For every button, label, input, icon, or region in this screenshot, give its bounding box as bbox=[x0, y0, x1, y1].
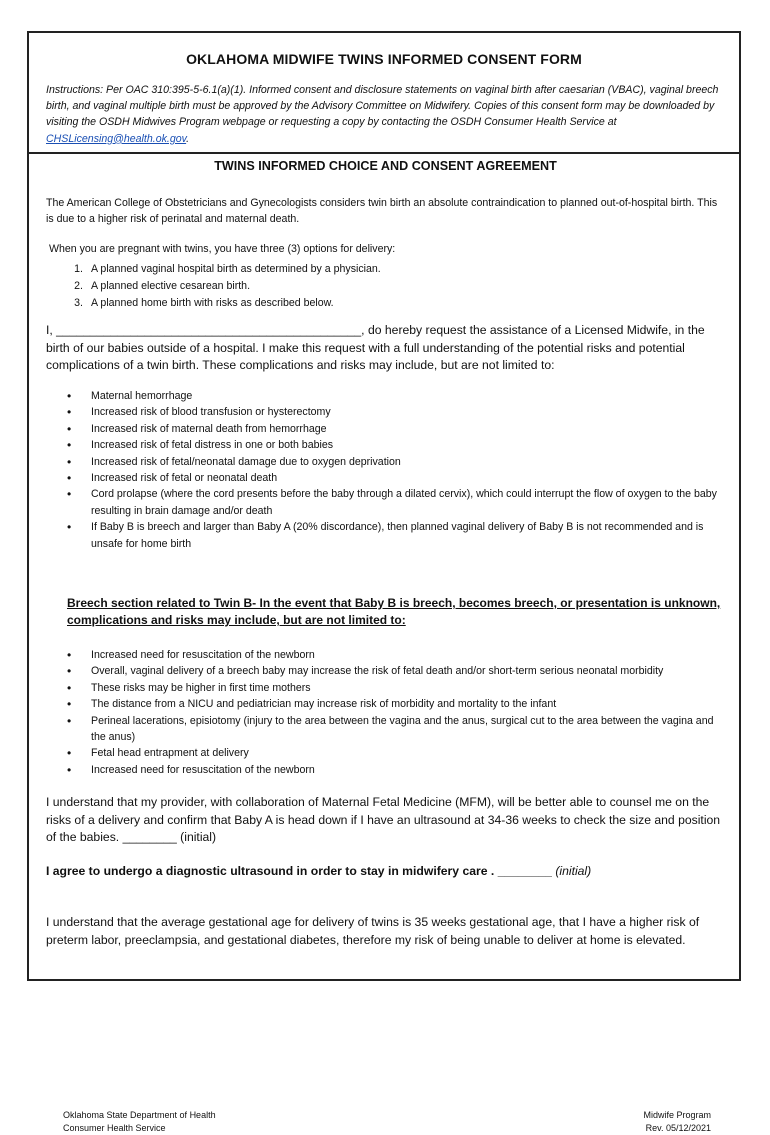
risk-text: Increased risk of fetal/neonatal damage due to oxygen deprivation bbox=[91, 455, 401, 468]
list-item bbox=[46, 696, 725, 712]
mfm-statement: I understand that my provider, with collaboration of Maternal Fetal Medicine (MFM), will be better able to counsel me on the risks of a delivery and confirm that Baby A is head down if I have an ultrasound at 34-36 weeks to check the size and position of the babies. ________ (initial) bbox=[46, 795, 721, 845]
risk-text: If Baby B is breech and larger than Baby A (20% discordance), then planned vaginal delivery of Baby B is not recommended and is unsafe for home birth bbox=[91, 521, 704, 550]
list-item bbox=[46, 663, 725, 679]
instructions bbox=[46, 82, 725, 147]
bullet-icon: • bbox=[67, 520, 72, 535]
breech-risk-text: Increased need for resuscitation of the newborn bbox=[91, 763, 315, 776]
bullet-icon: • bbox=[67, 405, 72, 420]
bullet-icon: • bbox=[67, 697, 72, 712]
footer-right bbox=[643, 1109, 711, 1135]
breech-risk-text: The distance from a NICU and pediatrician may increase risk of morbidity and mortality to the infant bbox=[91, 698, 557, 711]
breech-section-heading: Breech section related to Twin B- In the event that Baby B is breech, becomes breech, or presentation is unknown, complications and risks may include, but are not limited to: bbox=[67, 596, 721, 627]
list-item bbox=[46, 454, 725, 470]
acog-statement: The American College of Obstetricians and Gynecologists considers twin birth an absolute contraindication to planned out-of-hospital birth. This is due to a higher risk of perinatal and maternal death. bbox=[46, 197, 718, 226]
breech-risk-text: Fetal head entrapment at delivery bbox=[91, 747, 249, 760]
list-item bbox=[46, 295, 381, 312]
list-item bbox=[46, 388, 725, 404]
bullet-icon: • bbox=[67, 680, 72, 695]
list-item bbox=[46, 762, 725, 778]
bullet-icon: • bbox=[67, 454, 72, 469]
list-item bbox=[46, 437, 725, 453]
option-number: 1. bbox=[74, 263, 83, 275]
list-item bbox=[46, 261, 381, 278]
option-number: 2. bbox=[74, 280, 83, 292]
list-item bbox=[46, 713, 725, 746]
gestation-statement: I understand that the average gestational age for delivery of twins is 35 weeks gestational age, that I have a higher risk of preterm labor, preeclampsia, and gestational diabetes, therefore my risk of being unable to deliver at home is elevated. bbox=[46, 915, 700, 947]
list-item bbox=[46, 470, 725, 486]
form-frame bbox=[27, 31, 741, 1133]
risk-text: Maternal hemorrhage bbox=[91, 390, 193, 402]
risk-text: Cord prolapse (where the cord presents before the baby through a dilated cervix), which could interrupt the flow of oxygen to the baby resulting in brain damage and/or death bbox=[91, 488, 717, 517]
bullet-icon: • bbox=[67, 762, 72, 777]
ultrasound-text: I agree to undergo a diagnostic ultrasound in order to stay in midwifery care . ________ bbox=[46, 864, 556, 878]
bullet-icon: • bbox=[67, 389, 72, 403]
risk-text: Increased risk of fetal or neonatal death bbox=[91, 472, 278, 485]
breech-risk-text: Perineal lacerations, episiotomy (injury to the area between the vagina and the anus, surgical cut to the area between the vagina and the anus) bbox=[91, 714, 714, 744]
email-link[interactable]: CHSLicensing@health.ok.gov bbox=[46, 132, 187, 145]
list-item bbox=[46, 745, 725, 761]
option-text: A planned elective cesarean birth. bbox=[91, 280, 251, 292]
breech-risk-text: Increased need for resuscitation of the newborn bbox=[91, 649, 315, 661]
breech-risk-text: These risks may be higher in first time mothers bbox=[91, 681, 311, 694]
option-number: 3. bbox=[74, 297, 83, 309]
bullet-icon: • bbox=[67, 664, 72, 679]
bullet-icon: • bbox=[67, 648, 72, 662]
risk-text: Increased risk of blood transfusion or hysterectomy bbox=[91, 406, 331, 419]
list-item bbox=[46, 519, 725, 552]
footer-revision: Rev. 05/12/2021 bbox=[645, 1123, 711, 1133]
option-text: A planned home birth with risks as described below. bbox=[91, 297, 334, 309]
footer-left bbox=[63, 1109, 216, 1135]
list-item bbox=[46, 278, 381, 295]
form-title: OKLAHOMA MIDWIFE TWINS INFORMED CONSENT FORM bbox=[186, 51, 582, 67]
bullet-icon: • bbox=[67, 487, 72, 502]
bullet-icon: • bbox=[67, 746, 72, 761]
bullet-icon: • bbox=[67, 471, 72, 486]
footer-department: Oklahoma State Department of Health bbox=[63, 1110, 216, 1120]
footer-service: Consumer Health Service bbox=[63, 1123, 166, 1133]
bullet-icon: • bbox=[67, 438, 72, 453]
bullet-icon: • bbox=[67, 421, 72, 436]
risks-list bbox=[46, 388, 725, 552]
breech-risks-list bbox=[46, 647, 725, 778]
agreement-title: TWINS INFORMED CHOICE AND CONSENT AGREEMENT bbox=[214, 159, 557, 173]
ultrasound-statement bbox=[46, 863, 725, 881]
option-text: A planned vaginal hospital birth as determined by a physician. bbox=[91, 263, 381, 275]
form-header bbox=[29, 33, 739, 154]
bullet-icon: • bbox=[67, 713, 72, 728]
list-item bbox=[46, 486, 725, 519]
breech-risk-text: Overall, vaginal delivery of a breech baby may increase the risk of fetal death and/or short-term serious neonatal morbidity bbox=[91, 665, 664, 678]
options-intro: When you are pregnant with twins, you have three (3) options for delivery: bbox=[49, 243, 396, 255]
ultrasound-initial-label: (initial) bbox=[555, 864, 592, 878]
list-item bbox=[46, 404, 725, 420]
list-item bbox=[46, 421, 725, 437]
footer-program: Midwife Program bbox=[643, 1110, 711, 1120]
instructions-end: . bbox=[186, 132, 190, 145]
delivery-options-list bbox=[46, 261, 381, 312]
request-statement: I, _____________________________________________, do hereby request the assistance of a Licensed Midwife, in the birth of our babies outside of a hospital. I make this request with a full understanding of the potential risks and potential complications of a twin birth. These complications and risks may include, but are not limited to: bbox=[46, 323, 705, 373]
list-item bbox=[46, 680, 725, 696]
instructions-text: Instructions: Per OAC 310:395-5-6.1(a)(1). Informed consent and disclosure statements on vaginal birth after caesarian (VBAC), vaginal breech birth, and vaginal multiple birth must be approved by the Advisory Committee on Midwifery. Copies of this consent form may be downloaded by visiting the OSDH Midwives Program webpage or requesting a copy by contacting the OSDH Consumer Health Service at bbox=[46, 84, 719, 129]
risk-text: Increased risk of fetal distress in one or both babies bbox=[91, 439, 334, 452]
risk-text: Increased risk of maternal death from hemorrhage bbox=[91, 422, 327, 435]
list-item bbox=[46, 647, 725, 663]
